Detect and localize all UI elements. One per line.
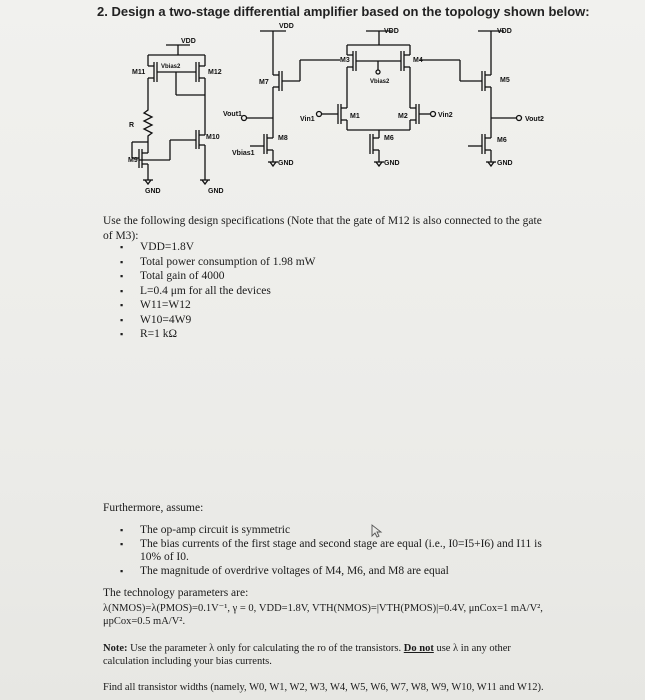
assumption-item: ▪ The bias currents of the first stage and second stage are equal (i.e., I0=I5+I6) and I11 is 10% of I0. bbox=[120, 538, 550, 565]
spec-item: ▪ VDD=1.8V bbox=[120, 240, 316, 255]
label-vin2: Vin2 bbox=[438, 112, 453, 119]
label-m4: M4 bbox=[413, 57, 423, 64]
assumption-item: ▪ The op-amp circuit is symmetric bbox=[120, 524, 550, 538]
circuit-schematic bbox=[0, 0, 645, 200]
label-m7: M7 bbox=[259, 79, 269, 86]
label-m2: M2 bbox=[398, 113, 408, 120]
assumption-item: ▪ The magnitude of overdrive voltages of M4, M6, and M8 are equal bbox=[120, 565, 550, 579]
spec-item: ▪ Total gain of 4000 bbox=[120, 269, 316, 284]
label-m6-right: M6 bbox=[497, 137, 507, 144]
label-m10: M10 bbox=[206, 134, 220, 141]
technology-heading: The technology parameters are: bbox=[103, 587, 249, 599]
label-vdd-left: VDD bbox=[279, 23, 294, 30]
technology-parameters: λ(NMOS)=λ(PMOS)=0.1V⁻¹, γ = 0, VDD=1.8V, VTH(NMOS)=|VTH(PMOS)|=0.4V, μnCox=1 mA/V², μpCox=0.5 mA/V². bbox=[103, 603, 543, 627]
label-m3: M3 bbox=[340, 57, 350, 64]
label-m8: M8 bbox=[278, 135, 288, 142]
label-vbias2-mid: Vbias2 bbox=[370, 79, 390, 85]
note-text-1: Use the parameter λ only for calculating the ro of the transistors. bbox=[127, 643, 404, 654]
label-vbias1: Vbias1 bbox=[232, 150, 255, 157]
label-gnd-2: GND bbox=[208, 188, 224, 195]
note-emphasis: Do not bbox=[403, 643, 434, 654]
label-r: R bbox=[129, 122, 135, 129]
label-vdd-bias: VDD bbox=[181, 38, 196, 45]
note-paragraph bbox=[103, 643, 553, 668]
spec-list bbox=[120, 240, 316, 342]
find-widths-task: Find all transistor widths (namely, W0, W1, W2, W3, W4, W5, W6, W7, W8, W9, W10, W11 and W12). bbox=[103, 682, 544, 693]
label-gnd-3: GND bbox=[278, 160, 294, 167]
note-text-2: use λ in any other calculation including your bias currents. bbox=[103, 643, 511, 667]
problem-title: 2. Design a two-stage differential amplifier based on the topology shown below: bbox=[97, 4, 590, 19]
label-m5: M5 bbox=[500, 77, 510, 84]
spec-item: ▪ R=1 kΩ bbox=[120, 327, 316, 342]
label-vbias2-left: Vbias2 bbox=[161, 64, 181, 70]
spec-item: ▪ W10=4W9 bbox=[120, 313, 316, 328]
label-gnd-5: GND bbox=[497, 160, 513, 167]
label-m1: M1 bbox=[350, 113, 360, 120]
design-intro: Use the following design specifications (Note that the gate of M12 is also connected to the gate of M3): bbox=[103, 215, 542, 242]
furthermore-heading: Furthermore, assume: bbox=[103, 502, 204, 514]
label-vout1: Vout1 bbox=[223, 111, 242, 118]
label-vout2: Vout2 bbox=[525, 116, 544, 123]
label-m9: M9 bbox=[128, 157, 138, 164]
label-vin1: Vin1 bbox=[300, 116, 315, 123]
spec-item: ▪ L=0.4 μm for all the devices bbox=[120, 284, 316, 299]
spec-item: ▪ W11=W12 bbox=[120, 298, 316, 313]
label-gnd-4: GND bbox=[384, 160, 400, 167]
label-gnd-1: GND bbox=[145, 188, 161, 195]
label-m12: M12 bbox=[208, 69, 222, 76]
label-m11: M11 bbox=[132, 69, 146, 76]
assumption-list bbox=[120, 524, 550, 578]
note-label: Note: bbox=[103, 643, 128, 654]
label-vdd-right: VDD bbox=[497, 28, 512, 35]
spec-item: ▪ Total power consumption of 1.98 mW bbox=[120, 255, 316, 270]
label-m6-mid: M6 bbox=[384, 135, 394, 142]
label-vdd-mid: VDD bbox=[384, 28, 399, 35]
